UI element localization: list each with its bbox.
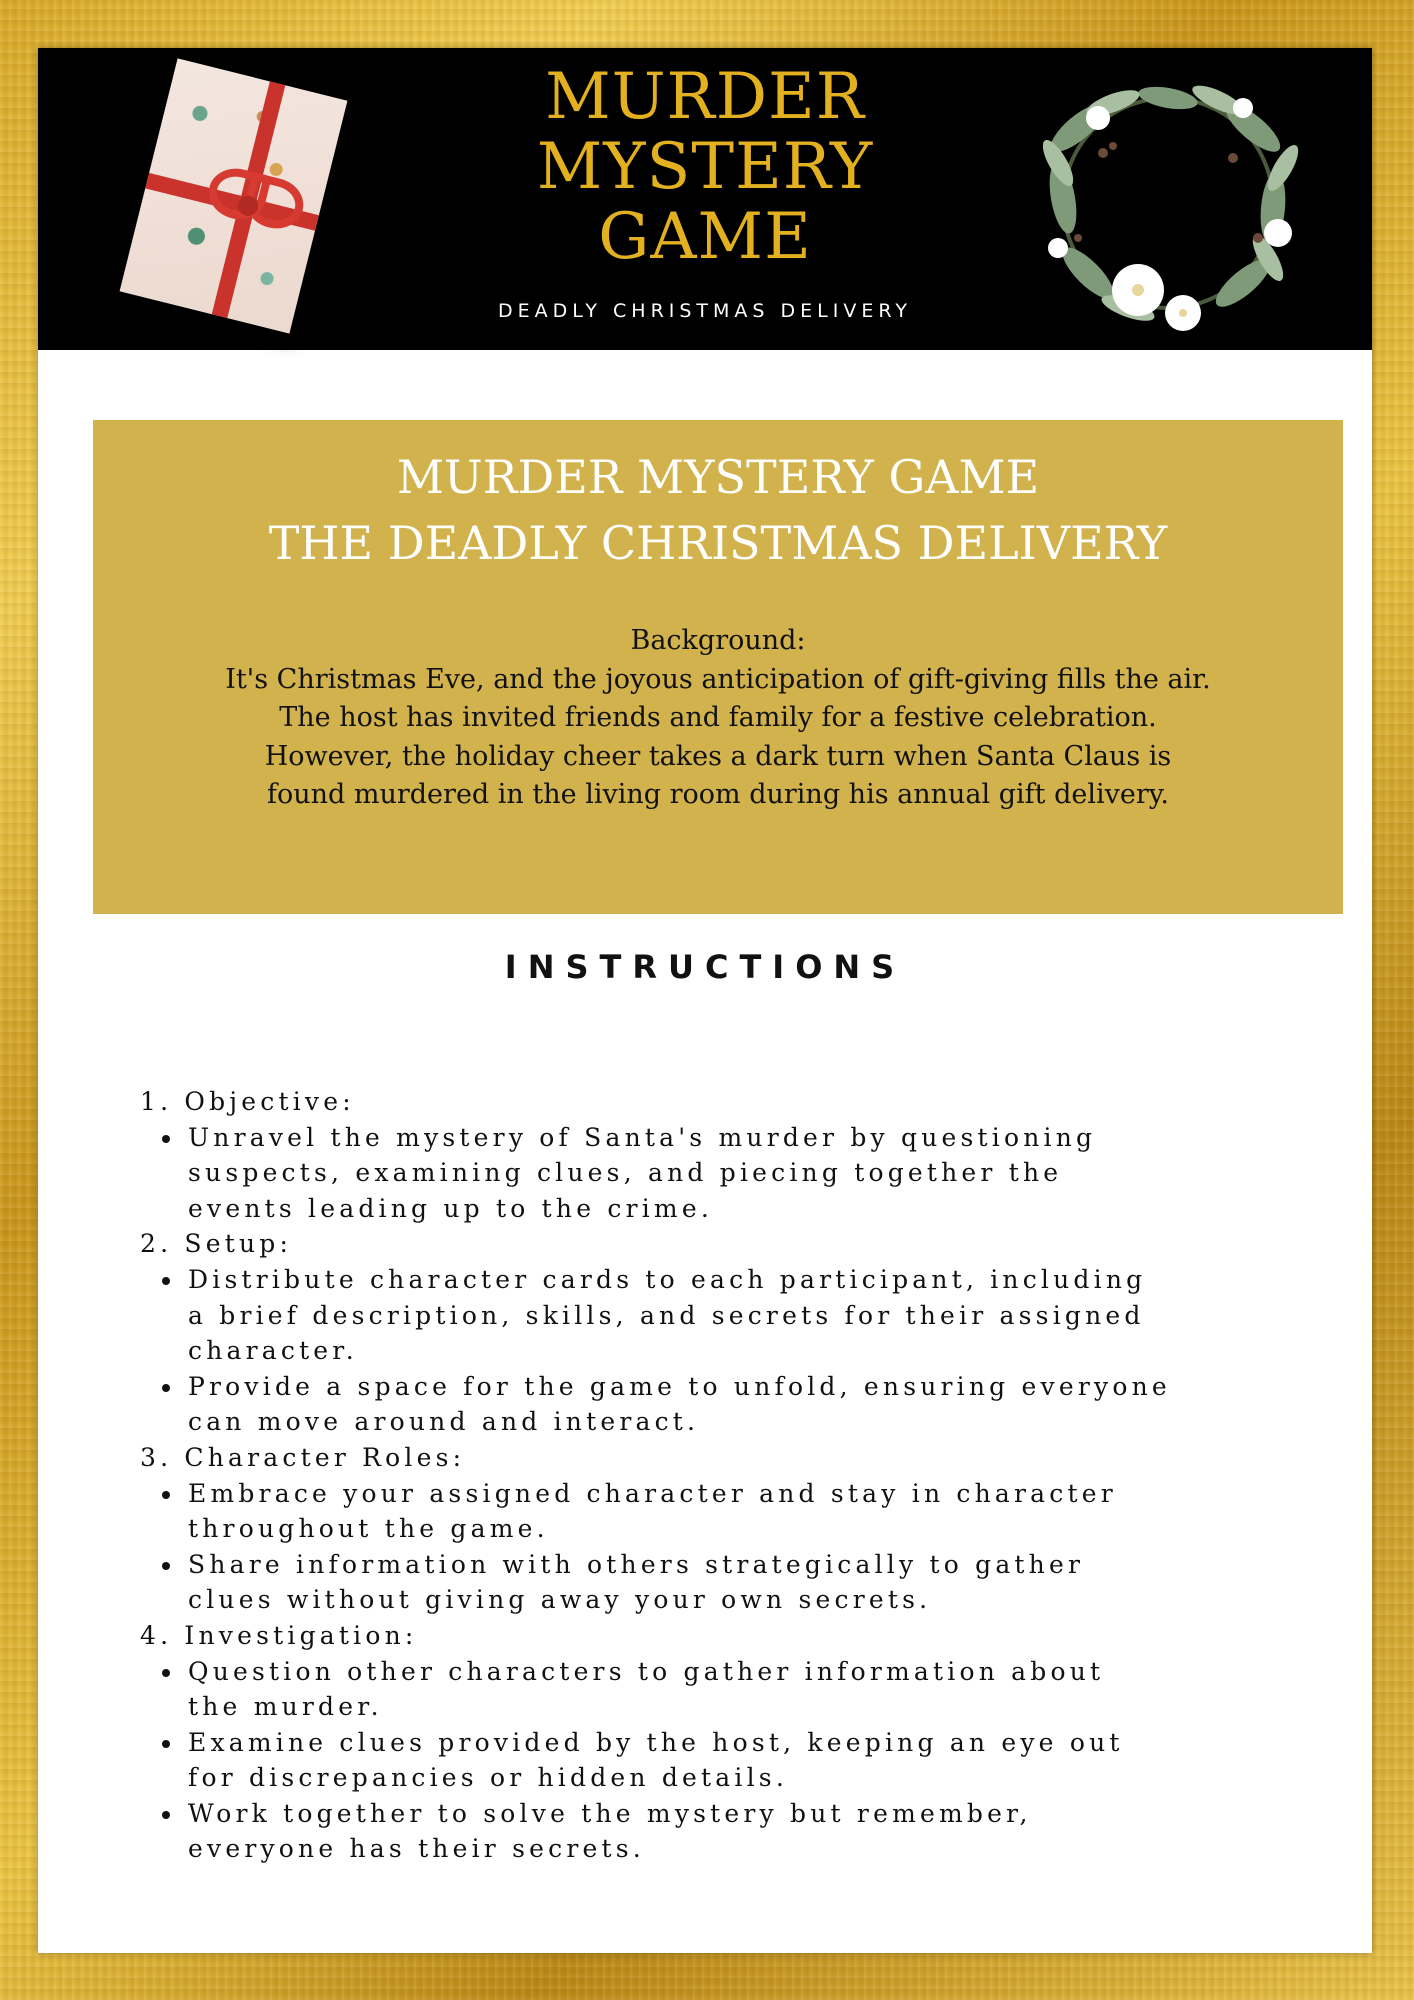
step-bullet	[140, 1796, 1340, 1867]
intro-banner	[93, 420, 1343, 914]
bullet-dot-icon	[162, 1384, 170, 1392]
header-title-line: GAME	[598, 200, 812, 274]
header-banner	[38, 48, 1372, 350]
background-line: It's Christmas Eve, and the joyous anticipation of gift-giving fills the air.	[225, 663, 1211, 695]
banner-title-line: THE DEADLY CHRISTMAS DELIVERY	[268, 516, 1168, 570]
bullet-line: the murder.	[188, 1692, 383, 1722]
header-title	[418, 62, 992, 272]
bullet-dot-icon	[162, 1811, 170, 1819]
bullet-line: events leading up to the crime.	[188, 1193, 713, 1223]
background-line: However, the holiday cheer takes a dark turn when Santa Claus is	[264, 740, 1172, 772]
bullet-dot-icon	[162, 1669, 170, 1677]
gift-box-icon	[120, 58, 348, 333]
bullet-line: character.	[188, 1336, 358, 1366]
step-title: 1. Objective:	[140, 1087, 355, 1116]
step-title: 4. Investigation:	[140, 1620, 418, 1650]
bullet-line: Share information with others strategically to gather	[188, 1549, 1085, 1579]
step-bullet	[140, 1369, 1340, 1440]
bullet-dot-icon	[162, 1740, 170, 1748]
background-line: The host has invited friends and family for a festive celebration.	[279, 702, 1157, 733]
instruction-step	[140, 1084, 1340, 1226]
step-title: 3. Character Roles:	[140, 1442, 466, 1472]
floral-wreath-icon	[1018, 58, 1318, 348]
step-bullet	[140, 1120, 1340, 1227]
instructions-list	[140, 1084, 1340, 1867]
bullet-line: can move around and interact.	[188, 1407, 700, 1437]
bullet-line: Question other characters to gather information about	[188, 1656, 1105, 1686]
step-bullet	[140, 1547, 1340, 1618]
bullet-line: throughout the game.	[188, 1514, 549, 1544]
bullet-line: Distribute character cards to each participant, including	[188, 1264, 1147, 1294]
header-subtitle: DEADLY CHRISTMAS DELIVERY	[498, 300, 912, 322]
banner-title-line: MURDER MYSTERY GAME	[396, 450, 1040, 504]
bullet-dot-icon	[162, 1277, 170, 1285]
step-title: 2. Setup:	[140, 1229, 293, 1259]
bullet-line: Unravel the mystery of Santa's murder by questioning	[188, 1122, 1097, 1152]
bullet-line: for discrepancies or hidden details.	[188, 1763, 788, 1793]
bullet-dot-icon	[162, 1491, 170, 1499]
step-bullet	[140, 1262, 1340, 1369]
banner-title	[93, 444, 1343, 576]
bullet-line: everyone has their secrets.	[188, 1834, 645, 1864]
background-line: found murdered in the living room during his annual gift delivery.	[266, 779, 1169, 810]
header-title-line: MURDER	[545, 60, 865, 134]
background-text	[133, 622, 1303, 815]
page-card	[38, 48, 1372, 1953]
step-bullet	[140, 1725, 1340, 1796]
instruction-step	[140, 1226, 1340, 1440]
bullet-line: Examine clues provided by the host, keeping an eye out	[188, 1727, 1124, 1757]
bullet-line: Embrace your assigned character and stay in character	[188, 1478, 1117, 1508]
bullet-dot-icon	[162, 1135, 170, 1143]
background-label: Background:	[630, 625, 806, 656]
bullet-dot-icon	[162, 1562, 170, 1570]
instructions-heading: INSTRUCTIONS	[504, 948, 906, 986]
step-bullet	[140, 1476, 1340, 1547]
bullet-line: Provide a space for the game to unfold, ensuring everyone	[188, 1371, 1171, 1401]
bullet-line: Work together to solve the mystery but remember,	[188, 1798, 1032, 1828]
bullet-line: suspects, examining clues, and piecing together the	[188, 1158, 1063, 1188]
header-title-line: MYSTERY	[536, 130, 874, 204]
bullet-line: clues without giving away your own secrets.	[188, 1585, 932, 1615]
step-bullet	[140, 1654, 1340, 1725]
instruction-step	[140, 1440, 1340, 1618]
instruction-step	[140, 1618, 1340, 1867]
bullet-line: a brief description, skills, and secrets for their assigned	[188, 1300, 1145, 1330]
